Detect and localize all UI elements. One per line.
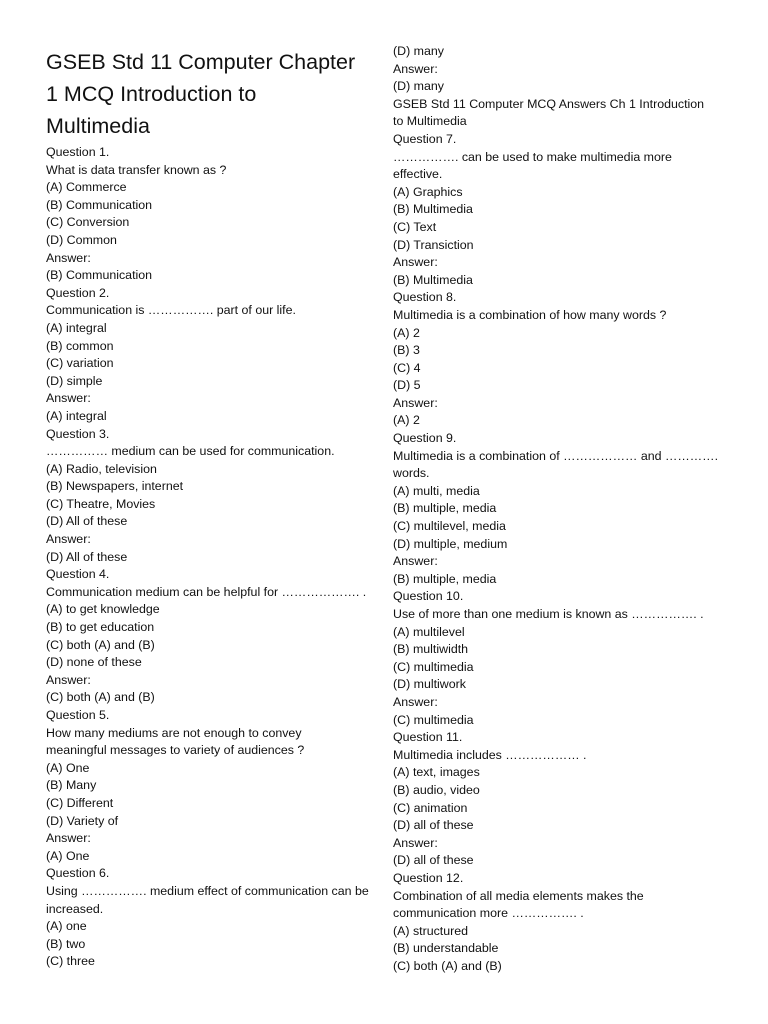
option-text: (B) two (46, 936, 86, 951)
option-text: (D) Variety of (46, 813, 119, 828)
question-number: Question 1. (46, 145, 110, 159)
option-text: (D) multiwork (393, 677, 466, 692)
option-text: (A) 2 (393, 413, 420, 428)
option-text: (B) audio, video (393, 782, 480, 797)
option-text: (A) One (46, 760, 90, 775)
title-line: 1 MCQ Introduction to (46, 82, 257, 106)
option-text: (A) 2 (393, 325, 420, 340)
text-line: …………… medium can be used for communication. (46, 444, 335, 459)
option-text: (A) to get knowledge (46, 602, 160, 617)
option-text: (C) multimedia (393, 659, 474, 674)
text-line: Use of more than one medium is known as ……………. . (393, 607, 704, 621)
text-line: Multimedia is a combination of ……………… and …………. (393, 448, 719, 463)
option-text: (D) none of these (46, 655, 142, 670)
option-text: (D) all of these (393, 818, 474, 833)
question-number: Question 8. (393, 290, 457, 305)
right-column (393, 0, 738, 975)
answer-label: Answer: (46, 672, 91, 687)
option-text: (A) multilevel (393, 624, 465, 639)
text-line: How many mediums are not enough to convey (46, 725, 302, 740)
option-text: (B) multiwidth (393, 642, 469, 657)
question-number: Question 2. (46, 285, 110, 300)
text-line: Using ……………. medium effect of communication can be (46, 883, 369, 898)
option-text: (B) multiple, media (393, 571, 497, 586)
option-text: (C) both (A) and (B) (46, 690, 155, 705)
answer-label: Answer: (393, 835, 438, 850)
option-text: (A) one (46, 919, 87, 934)
option-text: (B) Multimedia (393, 272, 473, 287)
option-text: (C) Theatre, Movies (46, 496, 156, 511)
answer-label: Answer: (393, 395, 438, 410)
question-number: Question 3. (46, 426, 110, 441)
text-line: words. (393, 466, 430, 481)
answer-label: Answer: (393, 694, 438, 709)
question-number: Question 4. (46, 567, 110, 582)
option-text: (C) multimedia (393, 712, 474, 727)
option-text: (B) Many (46, 778, 97, 793)
option-text: (C) Text (393, 219, 437, 234)
option-text: (C) animation (393, 800, 468, 815)
option-text: (D) many (393, 79, 444, 94)
option-text: (A) multi, media (393, 483, 480, 498)
page-title (46, 46, 382, 142)
option-text: (D) All of these (46, 549, 128, 564)
option-text: (D) simple (46, 373, 103, 388)
text-line: to Multimedia (393, 114, 467, 129)
option-text: (C) multilevel, media (393, 519, 506, 534)
option-text: (B) Multimedia (393, 202, 473, 217)
right-column-text (393, 43, 738, 975)
text-line: communication more ……………. . (393, 906, 584, 921)
option-text: (C) 4 (393, 360, 421, 375)
question-number: Question 5. (46, 708, 110, 722)
option-text: (A) integral (46, 320, 107, 335)
option-text: (D) Transiction (393, 237, 474, 252)
option-text: (B) to get education (46, 620, 155, 635)
option-text: (C) both (A) and (B) (46, 637, 155, 652)
text-line: Multimedia is a combination of how many words ? (393, 307, 667, 322)
option-text: (B) multiple, media (393, 501, 497, 516)
left-column-text (46, 144, 382, 971)
text-line: Communication medium can be helpful for ………………. . (46, 584, 367, 599)
option-text: (A) One (46, 848, 90, 863)
option-text: (B) Newspapers, internet (46, 479, 184, 494)
option-text: (B) understandable (393, 941, 499, 956)
question-number: Question 6. (46, 866, 110, 881)
answer-label: Answer: (393, 554, 438, 569)
answer-label: Answer: (393, 255, 438, 270)
option-text: (D) all of these (393, 853, 474, 868)
title-line: Multimedia (46, 114, 150, 138)
option-text: (D) many (393, 44, 444, 58)
option-text: (D) All of these (46, 514, 128, 529)
question-number: Question 9. (393, 431, 457, 446)
option-text: (C) variation (46, 356, 114, 371)
option-text: (A) Graphics (393, 184, 463, 199)
question-number: Question 10. (393, 589, 464, 604)
option-text: (B) common (46, 338, 114, 353)
text-line: Communication is ……………. part of our life. (46, 303, 296, 318)
option-text: (C) both (A) and (B) (393, 958, 502, 973)
text-line: effective. (393, 167, 443, 182)
option-text: (D) Common (46, 232, 117, 247)
option-text: (C) Different (46, 795, 114, 810)
left-column (46, 0, 382, 971)
answer-label: Answer: (46, 831, 91, 846)
text-line: What is data transfer known as ? (46, 162, 227, 177)
answer-label: Answer: (46, 250, 91, 265)
section-heading: GSEB Std 11 Computer MCQ Answers Ch 1 Introduction (393, 96, 705, 111)
title-line: GSEB Std 11 Computer Chapter (46, 50, 356, 74)
option-text: (C) Conversion (46, 215, 130, 230)
answer-label: Answer: (46, 532, 91, 547)
text-line: meaningful messages to variety of audiences ? (46, 743, 305, 758)
text-line: ……………. can be used to make multimedia more (393, 149, 672, 164)
question-number: Question 11. (393, 730, 463, 745)
question-number: Question 12. (393, 870, 464, 885)
option-text: (A) integral (46, 408, 107, 423)
text-line: increased. (46, 901, 104, 916)
option-text: (B) Communication (46, 268, 153, 283)
text-line: Multimedia includes ……………… . (393, 747, 587, 762)
option-text: (B) 3 (393, 343, 420, 358)
option-text: (D) multiple, medium (393, 536, 508, 551)
option-text: (D) 5 (393, 378, 421, 393)
option-text: (A) structured (393, 923, 469, 938)
answer-label: Answer: (393, 61, 438, 76)
question-number: Question 7. (393, 131, 457, 146)
answer-label: Answer: (46, 391, 91, 406)
option-text: (A) Radio, television (46, 461, 157, 476)
text-line: Combination of all media elements makes the (393, 888, 644, 903)
option-text: (B) Communication (46, 197, 153, 212)
option-text: (A) text, images (393, 765, 480, 780)
option-text: (A) Commerce (46, 180, 127, 195)
option-text: (C) three (46, 954, 95, 969)
